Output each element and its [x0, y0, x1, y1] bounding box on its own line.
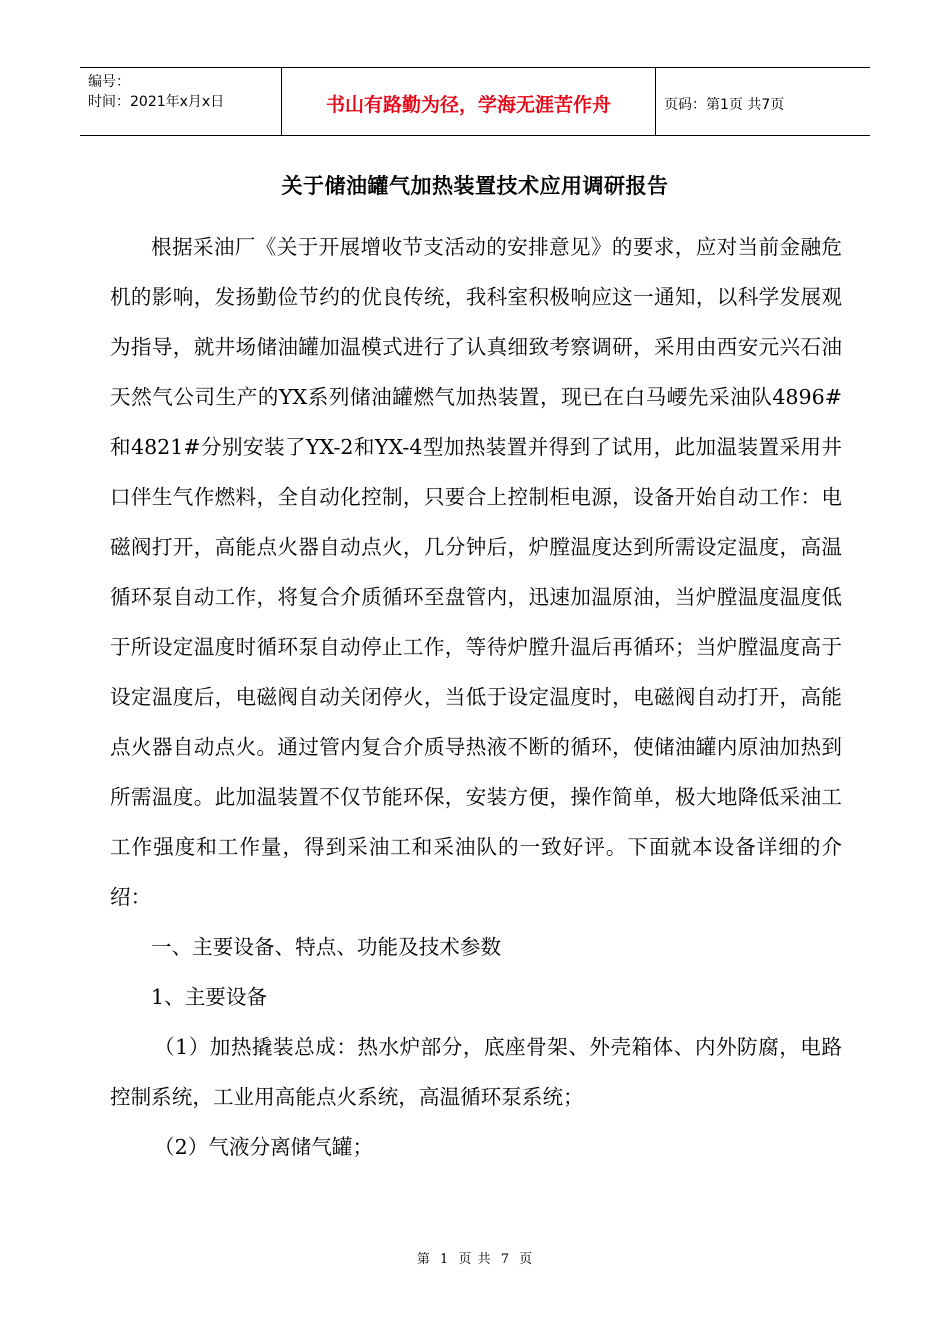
header-motto: 书山有路勤为径，学海无涯苦作舟 [282, 68, 656, 135]
footer-suffix: 页 [519, 1252, 534, 1267]
footer-mid: 页 共 [458, 1252, 492, 1267]
header-meta-cell [80, 68, 282, 135]
page-footer [0, 1248, 950, 1267]
page-header [80, 67, 870, 136]
footer-total-pages: 7 [500, 1252, 510, 1267]
document-number-label: 编号： [88, 74, 130, 90]
equipment-item-1: （1）加热撬装总成：热水炉部分，底座骨架、外壳箱体、内外防腐，电路控制系统，工业用高能点火系统，高温循环泵系统； [110, 1035, 842, 1109]
header-page-info: 页码：第1页 共7页 [664, 96, 785, 113]
section-heading-1: 一、主要设备、特点、功能及技术参数 [151, 935, 502, 959]
subsection-heading-1: 1、主要设备 [151, 985, 268, 1009]
document-title: 关于储油罐气加热装置技术应用调研报告 [281, 174, 669, 198]
document-body [110, 222, 842, 1172]
footer-page-number: 1 [440, 1252, 450, 1267]
footer-prefix: 第 [416, 1252, 431, 1267]
document-time-label: 时间：2021年x月x日 [88, 94, 225, 110]
equipment-item-2: （2）气液分离储气罐； [154, 1135, 374, 1159]
body-paragraph-intro: 根据采油厂《关于开展增收节支活动的安排意见》的要求，应对当前金融危机的影响，发扬勤俭节约的优良传统，我科室积极响应这一通知，以科学发展观为指导，就井场储油罐加温模式进行了认真细致考察调研，采用由西安元兴石油天然气公司生产的YX系列储油罐燃气加热装置，现已在白马崾先采油队4896#和4821#分别安装了YX-2和YX-4型加热装置并得到了试用，此加温装置采用井口伴生气作燃料，全自动化控制，只要合上控制柜电源，设备开始自动工作：电磁阀打开，高能点火器自动点火，几分钟后，炉膛温度达到所需设定温度，高温循环泵自动工作，将复合介质循环至盘管内，迅速加温原油，当炉膛温度温度低于所设定温度时循环泵自动停止工作，等待炉膛升温后再循环；当炉膛温度高于设定温度后，电磁阀自动关闭停火，当低于设定温度时，电磁阀自动打开，高能点火器自动点火。通过管内复合介质导热液不断的循环，使储油罐内原油加热到所需温度。此加温装置不仅节能环保，安装方便，操作简单，极大地降低采油工工作强度和工作量，得到采油工和采油队的一致好评。下面就本设备详细的介绍： [110, 235, 842, 909]
